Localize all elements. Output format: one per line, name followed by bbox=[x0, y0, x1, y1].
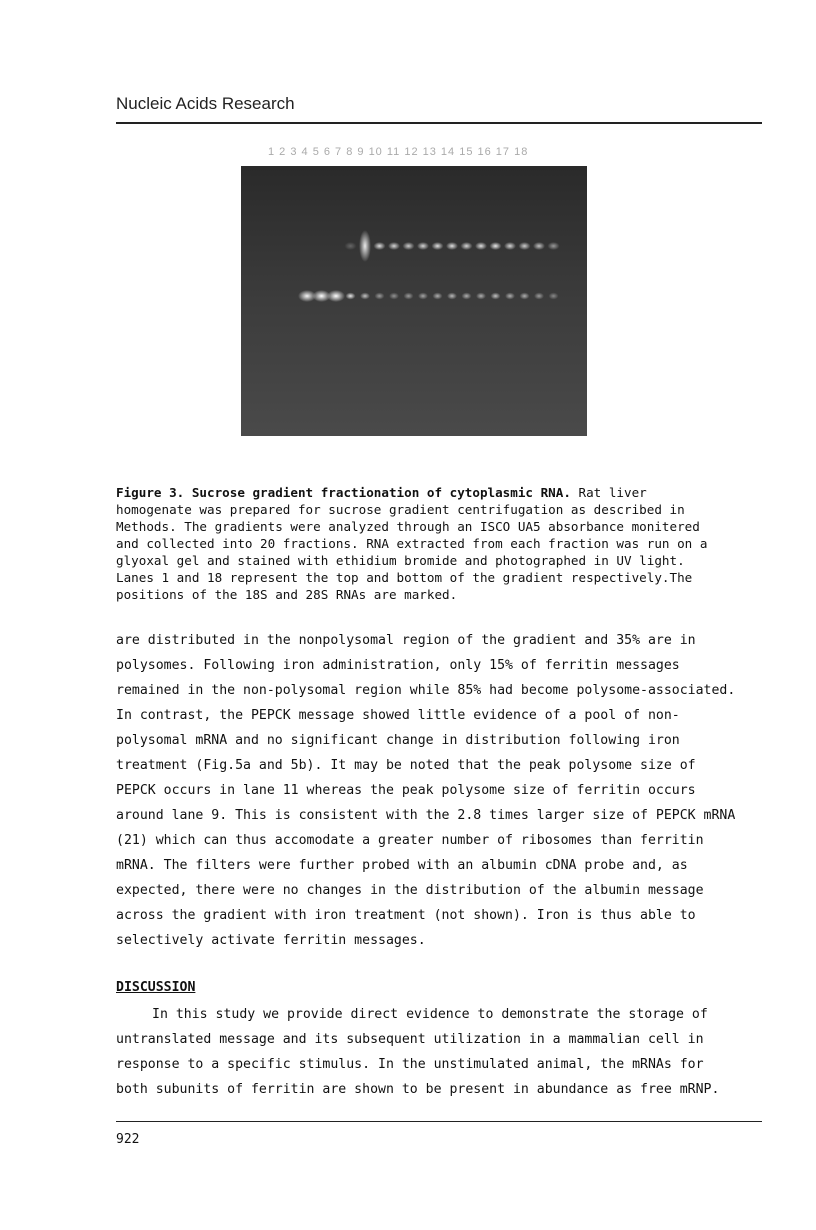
gel-band-18s bbox=[534, 293, 544, 300]
caption-body: Rat liver homogenate was prepared for sucrose gradient centrifugation as described in Methods. The gradients were analyzed through an ISCO UA5 absorbance monitered and collected into 20 fractions. RNA extracted from each fraction was run on a glyoxal gel and stained with ethidium bromide and photographed in UV light. Lanes 1 and 18 represent the top and bottom of the gradient respectively.The positions of the 18S and 28S RNAs are marked. bbox=[116, 485, 708, 602]
gel-background bbox=[241, 166, 587, 436]
text-line: mRNA. The filters were further probed with an albumin cDNA probe and, as bbox=[116, 858, 688, 873]
text-line: In contrast, the PEPCK message showed little evidence of a pool of non- bbox=[116, 708, 680, 723]
gel-band-18s bbox=[346, 293, 356, 300]
gel-band-18s bbox=[491, 293, 501, 300]
gel-band-18s bbox=[389, 293, 399, 300]
gel-band-18s bbox=[505, 293, 515, 300]
text-line: both subunits of ferritin are shown to be present in abundance as free mRNP. bbox=[116, 1082, 720, 1097]
text-line: remained in the non-polysomal region while 85% had become polysome-associated. bbox=[116, 683, 736, 698]
text-line: expected, there were no changes in the distribution of the albumin message bbox=[116, 883, 704, 898]
gel-band-18s bbox=[476, 293, 486, 300]
body-paragraph-1 bbox=[116, 628, 766, 953]
caption-title: Figure 3. Sucrose gradient fractionation of cytoplasmic RNA. bbox=[116, 485, 571, 500]
gel-band-18s bbox=[418, 293, 428, 300]
discussion-heading: DISCUSSION bbox=[116, 980, 196, 995]
gel-band-18s bbox=[433, 293, 443, 300]
text-line: treatment (Fig.5a and 5b). It may be noted that the peak polysome size of bbox=[116, 758, 696, 773]
journal-title: Nucleic Acids Research bbox=[116, 94, 295, 113]
body-paragraph-2 bbox=[116, 1002, 766, 1102]
gel-band-18s bbox=[520, 293, 530, 300]
gel-band-18s bbox=[462, 293, 472, 300]
gel-band-28s bbox=[446, 242, 458, 250]
gel-band-28s bbox=[345, 242, 357, 250]
gel-band-28s bbox=[388, 242, 400, 250]
page-number: 922 bbox=[116, 1132, 140, 1147]
text-line: selectively activate ferritin messages. bbox=[116, 933, 426, 948]
text-line: PEPCK occurs in lane 11 whereas the peak polysome size of ferritin occurs bbox=[116, 783, 696, 798]
gel-photograph bbox=[241, 166, 587, 436]
gel-band-18s bbox=[375, 293, 385, 300]
text-line: around lane 9. This is consistent with the 2.8 times larger size of PEPCK mRNA bbox=[116, 808, 736, 823]
gel-band-28s bbox=[490, 242, 502, 250]
gel-band-18s bbox=[327, 290, 345, 302]
gel-band-28s bbox=[417, 242, 429, 250]
gel-band-18s bbox=[404, 293, 414, 300]
header-rule bbox=[116, 122, 762, 124]
gel-band-28s bbox=[374, 242, 386, 250]
text-line: In this study we provide direct evidence to demonstrate the storage of bbox=[152, 1007, 708, 1022]
gel-band-18s bbox=[549, 293, 559, 300]
text-line: across the gradient with iron treatment (not shown). Iron is thus able to bbox=[116, 908, 696, 923]
figure-caption bbox=[116, 484, 764, 603]
gel-band-28s bbox=[461, 242, 473, 250]
gel-band-28s bbox=[403, 242, 415, 250]
gel-band-28s bbox=[475, 242, 487, 250]
footer-rule bbox=[116, 1121, 762, 1122]
gel-image bbox=[241, 166, 587, 436]
text-line: polysomes. Following iron administration, only 15% of ferritin messages bbox=[116, 658, 680, 673]
gel-band-28s bbox=[533, 242, 545, 250]
gel-band-28s bbox=[504, 242, 516, 250]
text-line: response to a specific stimulus. In the unstimulated animal, the mRNAs for bbox=[116, 1057, 704, 1072]
gel-band-28s bbox=[519, 242, 531, 250]
gel-band-18s bbox=[360, 293, 370, 300]
text-line: untranslated message and its subsequent utilization in a mammalian cell in bbox=[116, 1032, 704, 1047]
text-line: polysomal mRNA and no significant change in distribution following iron bbox=[116, 733, 680, 748]
gel-band-28s bbox=[548, 242, 560, 250]
gel-band-28s bbox=[359, 230, 371, 262]
gel-band-18s bbox=[447, 293, 457, 300]
text-line: (21) which can thus accomodate a greater number of ribosomes than ferritin bbox=[116, 833, 704, 848]
text-line: are distributed in the nonpolysomal region of the gradient and 35% are in bbox=[116, 633, 696, 648]
gel-band-28s bbox=[432, 242, 444, 250]
gel-lane-labels: 1 2 3 4 5 6 7 8 9 10 11 12 13 14 15 16 17 18 bbox=[268, 146, 529, 158]
